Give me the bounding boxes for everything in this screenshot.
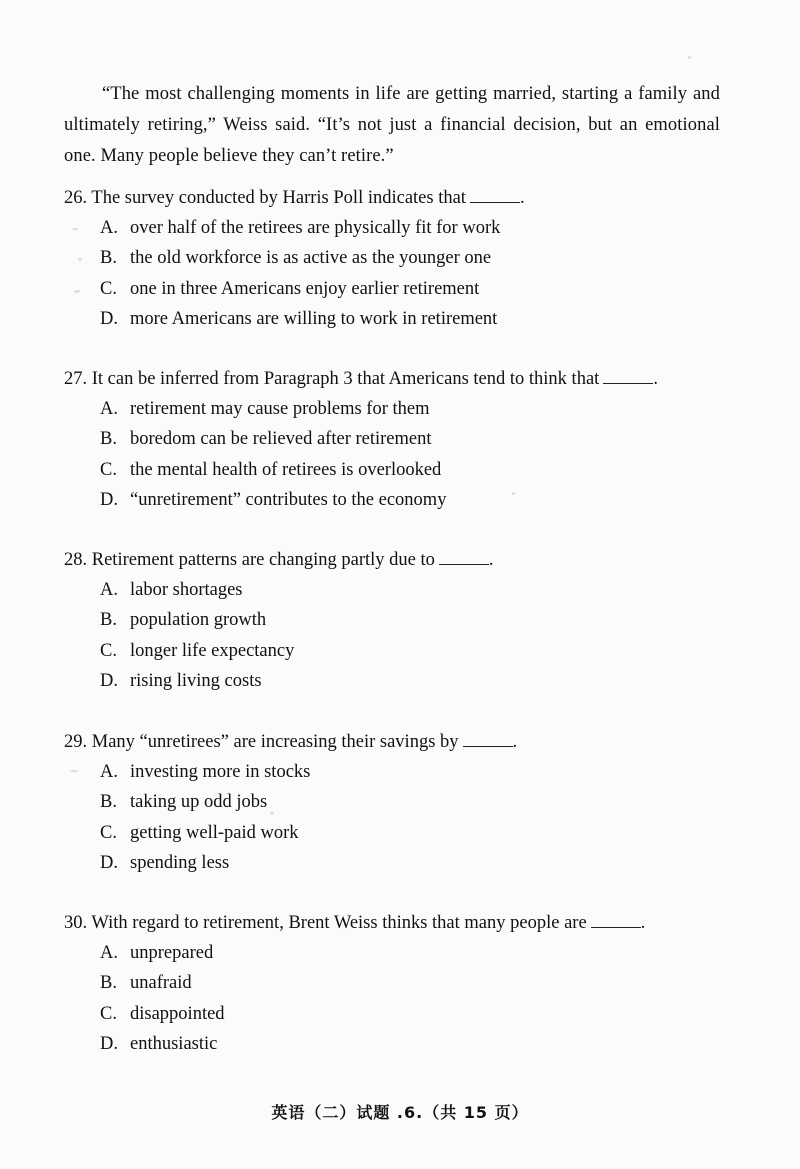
option-letter: B. [100,792,117,813]
question-text: The survey conducted by Harris Poll indicates that [91,188,466,208]
option-c [64,999,724,1029]
option-text: investing more in stocks [130,762,311,782]
question-stem: 26. The survey conducted by Harris Poll indicates that . [64,183,724,213]
option-a [64,394,724,424]
answer-blank [603,365,653,384]
option-a [64,938,724,968]
option-text: taking up odd jobs [130,792,268,813]
question-text: Many “unretirees” are increasing their savings by [91,732,459,752]
option-a [64,213,724,243]
option-d [64,666,724,696]
option-text: disappointed [130,1003,225,1024]
option-letter: B. [100,248,117,269]
option-text: the old workforce is as active as the younger one [130,248,492,269]
option-text: over half of the retirees are physically fit for work [130,218,501,238]
option-c [64,274,724,304]
option-b [64,968,724,998]
answer-blank [463,728,513,747]
option-letter: D. [100,489,118,510]
option-text: one in three Americans enjoy earlier retirement [130,278,480,299]
option-text: labor shortages [130,580,243,600]
option-c [64,636,724,666]
option-text: boredom can be relieved after retirement [130,429,432,450]
scan-speck [688,56,691,59]
question-number: 26. [64,188,88,208]
option-text: “unretirement” contributes to the economy [130,489,447,510]
option-b [64,424,724,454]
option-letter: D. [100,1033,118,1054]
option-text: more Americans are willing to work in retirement [130,308,498,329]
question-28 [64,545,724,696]
question-number: 27. [64,369,88,389]
option-b [64,605,724,635]
option-c [64,818,724,848]
option-letter: C. [100,640,117,661]
option-d [64,485,724,515]
answer-blank [470,184,520,203]
question-number: 29. [64,732,88,752]
option-text: getting well-paid work [130,822,299,843]
option-text: spending less [130,852,230,873]
option-d [64,848,724,878]
option-letter: C. [100,459,117,480]
option-a [64,575,724,605]
option-letter: A. [100,943,118,963]
option-text: population growth [130,610,267,631]
question-stem: 30. With regard to retirement, Brent Weiss thinks that many people are . [64,908,724,938]
option-text: rising living costs [130,670,262,691]
page-footer: 英语（二）试题 .6.（共 15 页） [271,1103,529,1122]
option-text: the mental health of retirees is overlooked [130,459,442,480]
option-letter: C. [100,278,117,299]
option-letter: B. [100,429,117,450]
option-letter: A. [100,580,118,600]
option-a [64,757,724,787]
option-letter: D. [100,852,118,873]
option-d [64,1029,724,1059]
option-text: enthusiastic [130,1033,218,1054]
option-text: unprepared [130,943,214,963]
question-27 [64,364,724,515]
option-text: retirement may cause problems for them [130,399,430,419]
passage-paragraph: “The most challenging moments in life are getting married, starting a family and ultimately retiring,” Weiss said. “It’s not just a financial decision, but an emotional one. Many people believe they can’t retire.” [64,83,720,166]
option-letter: D. [100,670,118,691]
option-text: longer life expectancy [130,640,295,661]
question-stem: 29. Many “unretirees” are increasing their savings by . [64,727,724,757]
option-letter: C. [100,1003,117,1024]
option-b [64,243,724,273]
option-text: unafraid [130,973,192,994]
question-text: With regard to retirement, Brent Weiss thinks that many people are [91,913,587,933]
question-stem: 28. Retirement patterns are changing partly due to . [64,545,724,575]
option-letter: A. [100,399,118,419]
option-letter: B. [100,610,117,631]
option-d [64,304,724,334]
question-text: Retirement patterns are changing partly due to [91,550,435,570]
option-letter: C. [100,822,117,843]
option-letter: A. [100,218,118,238]
answer-blank [439,546,489,565]
answer-blank [591,909,641,928]
option-letter: A. [100,762,118,782]
option-b [64,787,724,817]
option-letter: D. [100,308,118,329]
question-number: 30. [64,913,88,933]
question-30 [64,908,724,1059]
question-stem: 27. It can be inferred from Paragraph 3 that Americans tend to think that . [64,364,724,394]
question-text: It can be inferred from Paragraph 3 that Americans tend to think that [91,369,600,389]
question-26 [64,183,724,334]
option-letter: B. [100,973,117,994]
option-c [64,455,724,485]
question-number: 28. [64,550,88,570]
question-29 [64,727,724,878]
